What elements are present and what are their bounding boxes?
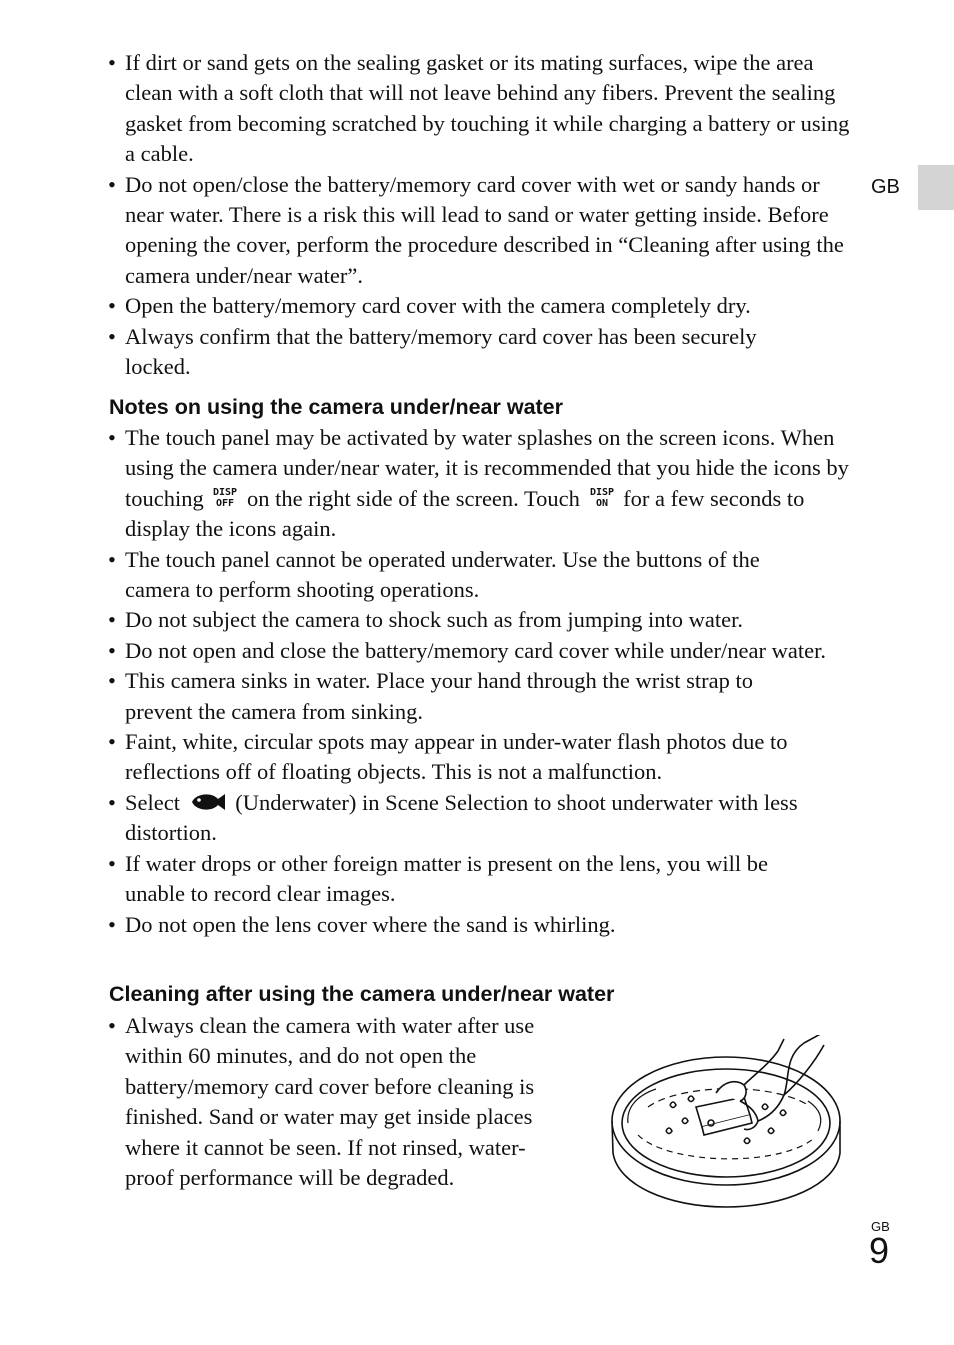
disp-off-icon-top: DISP [213, 486, 238, 498]
section-heading-underwater-notes: Notes on using the camera under/near water [109, 395, 564, 419]
list-item-text: on the right side of the screen. Touch [247, 485, 580, 511]
list-item: • The touch panel cannot be operated underwater. Use the buttons of the camera to perform shooting operations. [108, 545, 825, 606]
list-item: • Do not subject the camera to shock such as from jumping into water. [108, 605, 860, 635]
side-language-label: GB [871, 176, 900, 198]
list-item: • Always clean the camera with water after use within 60 minutes, and do not open the battery/memory card cover before cleaning is finished. Sand or water may get inside places where it cannot be seen. If not rinsed, water-proof performance will be degraded. [108, 1011, 564, 1193]
list-item-text: The touch panel may be activated by water splashes on the screen icons. When using the camera under/near water, it is recommended that you hide the icons by touching [125, 425, 849, 511]
cover-precautions-list [108, 48, 860, 382]
disp-on-icon-top: DISP [589, 486, 614, 498]
list-item-text: Select [125, 789, 180, 815]
list-item: • Open the battery/memory card cover with the camera completely dry. [108, 291, 860, 321]
disp-on-icon-bottom: ON [595, 497, 608, 508]
list-item [108, 788, 860, 849]
cleaning-list [108, 1011, 564, 1193]
list-item [108, 423, 860, 545]
disp-off-icon [212, 486, 238, 508]
list-item: • Always confirm that the battery/memory card cover has been securely locked. [108, 322, 825, 383]
list-item: • If dirt or sand gets on the sealing gasket or its mating surfaces, wipe the area clean with a soft cloth that will not leave behind any fibers. Prevent the sealing gasket from becoming scratched by touching it while charging a battery or using a cable. [108, 48, 860, 170]
list-item-text: for a few seconds to display the icons again. [125, 485, 805, 542]
camera-rinsing-basin-illustration [608, 1035, 848, 1210]
list-item-text: (Underwater) in Scene Selection to shoot underwater with less distortion. [125, 789, 798, 846]
list-item: • Do not open the lens cover where the sand is whirling. [108, 910, 860, 940]
list-item: • Faint, white, circular spots may appear in under-water flash photos due to reflections off of floating objects. This is not a malfunction. [108, 727, 855, 788]
list-item: • This camera sinks in water. Place your hand through the wrist strap to prevent the camera from sinking. [108, 666, 825, 727]
fish-icon [190, 791, 226, 813]
side-thumb-tab [918, 165, 954, 210]
page-number: 9 [869, 1230, 890, 1271]
underwater-notes-list [108, 423, 860, 940]
disp-on-icon [589, 486, 615, 508]
disp-off-icon-bottom: OFF [216, 497, 235, 508]
section-heading-cleaning: Cleaning after using the camera under/near water [109, 982, 615, 1006]
list-item: • If water drops or other foreign matter is present on the lens, you will be unable to record clear images. [108, 849, 830, 910]
page-language-label: GB [871, 1219, 890, 1234]
list-item: • Do not open and close the battery/memory card cover while under/near water. [108, 636, 830, 666]
list-item: • Do not open/close the battery/memory card cover with wet or sandy hands or near water. There is a risk this will lead to sand or water getting inside. Before opening the cover, perform the procedure described in “Cleaning after using the camera under/near water”. [108, 170, 844, 292]
